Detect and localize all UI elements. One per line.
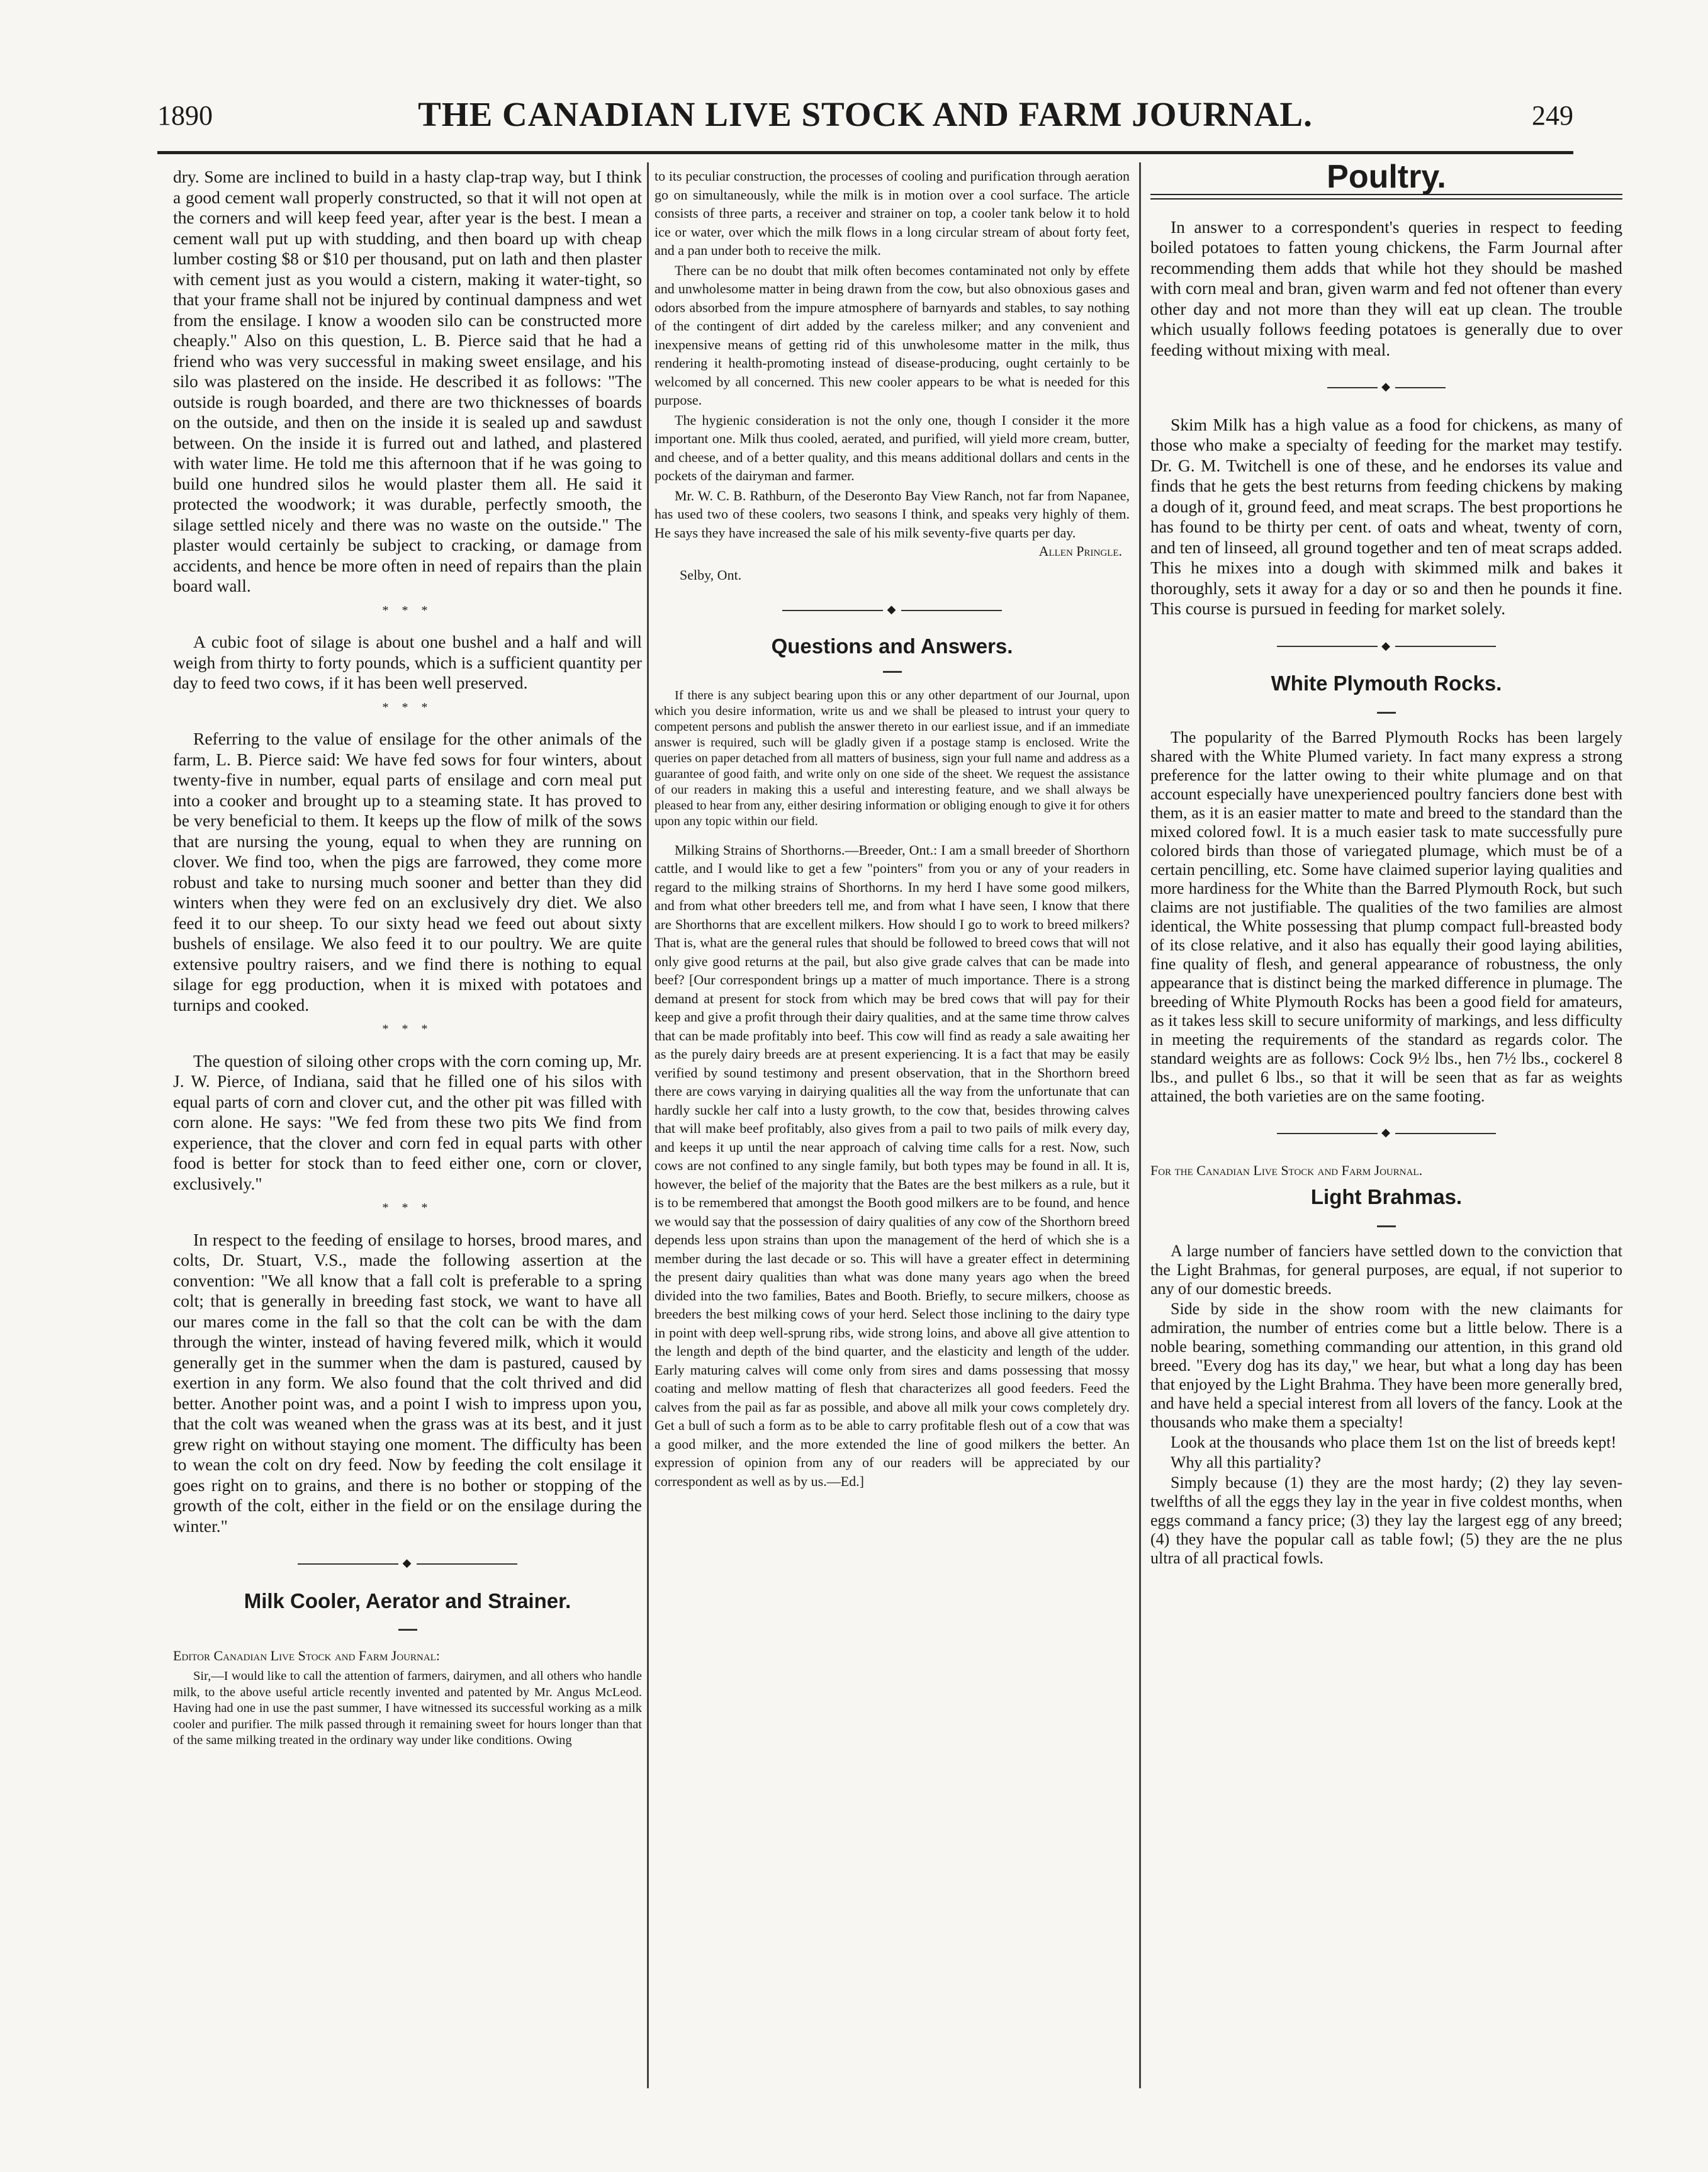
separator-ornament: ◆ [1150,1122,1622,1143]
place-line: Selby, Ont. [680,566,742,583]
separator-ornament: ◆ [1150,376,1622,397]
paragraph: dry. Some are inclined to build in a hasty clap-trap way, but I think a good cement wall properly constructed, so that it will not open at the corners and will keep feed year, after year is the best. I mean a cement wall put up with studding, and then board up with cheap lumber costing $8 or $10 per thousand, put on lath and then plaster with cement just as you would a cistern, making it water-tight, so that your frame shall not be injured by continual dampness and wet from the ensilage. I know a wooden silo can be constructed more cheaply." Also on this question, L. B. Pierce said that he had a friend who was very successful in making sweet ensilage, and his silo was plastered on the inside. He described it as follows: "The outside is rough boarded, and there are two thicknesses of boards on the outside, and then on the inside it is sealed up and sawdust between. On the inside it is furred out and lathed, and plastered with water lime. He told me this afternoon that if he was going to build one hundred silos he would plaster them all. He said it protected the woodwork; it was durable, perfectly smooth, the silage settled nicely and there was no waste on the outside." The plaster would certainly be subject to cracking, or damage from accidents, and hence be more often in need of repairs than the plain board wall. [173,167,642,595]
title-dash [1150,1212,1622,1232]
paragraph: Simply because (1) they are the most hardy; (2) they lay seven-twelfths of all the eggs they lay in the year in five coldest months, when eggs command a fancy price; (3) they lay the largest egg of any breed; (4) they have the popular call as table fowl; (5) they are the ne plus ultra of all practical fowls. [1150,1473,1622,1567]
title-dash [173,1615,642,1636]
column-3 [1150,159,1622,1568]
paragraph: In respect to the feeding of ensilage to horses, brood mares, and colts, Dr. Stuart, V.S., made the following assertion at the convention: "We all know that a fall colt is preferable to a spring colt; that is generally in breeding fast stock, we want to have all our mares come in the fall so that the colt can be with the dam through the winter, instead of having fevered milk, which it would generally get in the summer when the dam is pastured, caused by exertion in any form. We also found that the colt thrived and did better. Another point was, and a point I wish to impress upon you, that the colt was weaned when the grass was at its best, and it just grew right on without staying one moment. The difficulty has been to wean the colt on dry feed. Now by feeding the colt ensilage it goes right on to grains, and there is no bother or stopping of the growth of the colt, either in the field or on the ensilage during the winter." [173,1229,642,1536]
signature: Allen Pringle. [1038,543,1122,559]
paragraph: Referring to the value of ensilage for the other animals of the farm, L. B. Pierce said: We have fed sows for four winters, about twenty-five in number, equal parts of ensilage and corn meal put into a cooker and brought up to a steaming state. It has proved to be very beneficial to them. It keeps up the flow of milk of the sows that are nursing the young, equal to when they are running on clover. We find too, when the pigs are farrowed, they come more robust and take to nursing much sooner and better than they did winters when they were fed on an exclusively dry diet. We also feed it to our sheep. To our sixty head we feed out about sixty bushels of ensilage. We also feed it to our poultry. We are quite extensive poultry raisers, and we find there is nothing to equal silage for egg production, when it is mixed with potatoes and turnips and cooked. [173,729,642,1015]
byline: Editor Canadian Live Stock and Farm Journal: [173,1647,440,1663]
year: 1890 [157,100,213,131]
journal-title: THE CANADIAN LIVE STOCK AND FARM JOURNAL. [418,95,1313,133]
page-header [157,94,1573,138]
intro-paragraph: If there is any subject bearing upon this or any other department of our Journal, upon which you desire information, write us and we shall be pleased to intrust your query to competent persons and publish the answer thereto in our earliest issue, and if an immediate answer is required, such will be gladly given if a postage stamp is enclosed. Write the queries on paper detached from all matters of business, sign your full name and address as a guarantee of good faith, and write only on one side of the sheet. We request the assistance of our readers in making this a useful and interesting feature, and we shall always be pleased to hear from any, either desiring information or obliging enough to give it for others upon any topic within our field. [655,688,1130,828]
paragraph: Milking Strains of Shorthorns.—Breeder, Ont.: I am a small breeder of Shorthorn cattle, and I would like to get a few "pointers" from you or any of your readers in regard to the milking strains of Shorthorns. In my herd I have some good milkers, and from what other breeders tell me, and from what I have seen, I know that there are Shorthorns that are excellent milkers. How should I go to work to breed milkers? That is, what are the general rules that should be followed to breed cows that will not only give good returns at the pail, but also give grade calves that can be made into beef? [Our correspondent brings up a matter of much importance. There is a strong demand at present for stock from which may be bred cows that will pay for their keep and give a profit through their dairy qualities, and at the same time throw calves that can be made profitably into beef. This cow will find as ready a sale awaiting her as the purely dairy breeds are at present experiencing. It is a fact that may be easily verified by sound testimony and present observation, that in the Shorthorn breed there are cows varying in dairying qualities all the way from the unfortunate that can hardly suckle her calf into a lusty growth, to the cow that, besides throwing calves that will make beef profitably, also gives from a pail to two pails of milk every day, and keeps it up until the near approach of calving time calls for a rest. Now, such cows are not confined to any single family, but both types may be found in all. It is, however, the belief of the majority that the Bates are the best milkers as a rule, but it is to be remembered that amongst the Booth good milkers are to be found, and hence we would say that the possession of dairy qualities of any cow of the Shorthorn breed depends less upon strains than upon the management of the herd of which she is a member during the last decade or so. This will have a greater effect in determining the present dairy qualities than what was done many years ago when the breed divided into the two families, Bates and Booth. Briefly, to secure milkers, choose as breeders the best milking cows of your herd. Select those inclining to the dairy type in point with deep well-sprung ribs, wide strong loins, and above all give attention to the length and depth of the bind quarter, and the elasticity and length of the udder. Early maturing calves will come only from sires and dams possessing that mossy coating and mellow matting of flesh that characterizes all good feeders. Feed the calves from the pail as far as possible, and above all milk your cows completely dry. Get a bull of such a form as to be able to carry profitable flesh out of a cow that was a good milker, and the more extended the line of good milkers the better. An expression of opinion from any of our readers will be appreciated by our correspondent as well as by us.—Ed.] [655,841,1130,1489]
page-number: 249 [1532,100,1573,131]
section-break: * * * [382,1022,433,1036]
paragraph: Side by side in the show room with the new claimants for admiration, the number of entries come but a little below. There is a noble bearing, something commanding our attention, in this grand old breed. "Every dog has its day," we hear, but what a long day has been that enjoyed by the Light Brahma. They have been more generally bred, and have held a special interest from all lovers of the fancy. Look at the thousands who make them a specialty! [1150,1300,1622,1431]
column-2 [655,167,1130,1490]
column-divider-2 [1139,162,1141,2088]
title-dash [655,659,1130,678]
paragraph: Why all this partiality? [1171,1453,1321,1471]
paragraph: The hygienic consideration is not the only one, though I consider it the more important one. Milk thus cooled, aerated, and purified, will yield more cream, butter, and cheese, and of a better quality, and this means additional dollars and cents in the pockets of the dairyman and farmer. [655,412,1130,483]
column-1 [173,167,642,1749]
paragraph: The question of siloing other crops with the corn coming up, Mr. J. W. Pierce, of Indiana, said that he filled one of his silos with equal parts of corn and clover cut, and the other pit was filled with corn alone. He says: "We fed from these two pits We find from experience, that the clover and corn fed in equal parts with other food is better for stock than to feed either one, corn or clover, exclusively." [173,1050,642,1193]
column-divider-1 [647,162,649,2088]
paragraph: Skim Milk has a high value as a food for chickens, as many of those who make a specialty of feeding for the market may testify. Dr. G. M. Twitchell is one of these, and he endorses its value and finds that he gets the best returns from feeding chickens by making a dough of it, ground feed, and meat scraps. The best proportions he has found to be thirty per cent. of oats and wheat, twenty of corn, and ten of linseed, all ground together and ten of meat scraps added. This he mixes into a dough with skimmed milk and bakes it thoroughly, sets it away for a day or so and then he pounds it fine. This course is pursued in feeding for market solely. [1150,414,1622,618]
title-dash [1150,698,1622,719]
separator-ornament: ◆ [655,600,1130,619]
paragraph: In answer to a correspondent's queries in respect to feeding boiled potatoes to fatten young chickens, the Farm Journal after recommending them adds that while hot they should be mashed with corn meal and bran, given warm and fed not oftener than every other day and not more than they will eat up clean. The trouble which usually follows feeding potatoes is generally due to over feeding without mixing with meal. [1150,217,1622,359]
section-break: * * * [382,1201,433,1215]
paragraph: to its peculiar construction, the processes of cooling and purification through aeration go on simultaneously, while the milk is in motion over a cool surface. The article consists of three parts, a receiver and strainer on top, a cooler tank below it to hold ice or water, over which the milk flows in a long circular stream of about forty feet, and a pan under both to receive the milk. [655,168,1130,258]
paragraph: Look at the thousands who place them 1st on the list of breeds kept! [1171,1433,1617,1451]
byline: For the Canadian Live Stock and Farm Journal. [1150,1162,1423,1178]
separator-ornament: ◆ [1150,636,1622,656]
section-title: White Plymouth Rocks. [1271,672,1502,695]
paragraph: The popularity of the Barred Plymouth Rocks has been largely shared with the White Plumed variety. In fact many express a strong preference for the latter owing to their white plumage and on that account especially have unexperienced poultry fanciers done best with them, as it is an easier matter to mate and breed to the standard than the mixed colored fowl. It is a much easier task to mate successfully pure colored birds than those of variegated plumage, which must be of a certain pencilling, etc. Some have claimed superior laying qualities and more hardiness for the White than the Barred Plymouth Rock, but such claims are not justifiable. The qualities of the two families are almost identical, the White possessing that plump compact full-breasted body of its close relative, and it also has equally their good laying abilities, fine quality of flesh, and general appearance of robustness, the only appearance that is distinct being the marked difference in plumage. The breeding of White Plymouth Rocks has been a good field for amateurs, as it takes less skill to secure uniformity of markings, and less difficulty in meeting the requirements of the standard as regards color. The standard weights are as follows: Cock 9½ lbs., hen 7½ lbs., cockerel 8 lbs., and pullet 6 lbs., so that it will be seen that as far as weights attained, the both varieties are on the same footing. [1150,728,1622,1105]
paragraph: Mr. W. C. B. Rathburn, of the Deseronto Bay View Ranch, not far from Napanee, has used two of these coolers, two seasons I think, and speaks very highly of them. He says they have increased the sale of his milk seventy-five quarts per day. [655,487,1130,541]
paragraph: A cubic foot of silage is about one bushel and a half and will weigh from thirty to forty pounds, which is a sufficient quantity per day to feed two cows, if it has been well preserved. [173,632,642,692]
section-title: Poultry. [1327,159,1446,195]
section-break: * * * [382,603,433,617]
paragraph: Sir,—I would like to call the attention of farmers, dairymen, and all others who handle milk, to the above useful article recently invented and patented by Mr. Angus McLeod. Having had one in use the past summer, I have witnessed its successful working as a milk cooler and purifier. The milk passed through it remaining sweet for hours longer than that of the same milking treated in the ordinary way under like conditions. Owing [173,1669,642,1747]
section-title: Questions and Answers. [771,634,1013,658]
paragraph: A large number of fanciers have settled down to the conviction that the Light Brahmas, for general purposes, are equal, if not superior to any of our domestic breeds. [1150,1242,1622,1298]
section-title: Milk Cooler, Aerator and Strainer. [244,1589,571,1612]
paragraph: There can be no doubt that milk often becomes contaminated not only by effete and unwholesome matter in being drawn from the cow, but also obnoxious gases and odors absorbed from the impure atmosphere of barnyards and stables, to say nothing of the contingent of dirt added by the careless milker; and any convenient and inexpensive means of getting rid of this unwholesome matter in the milk, thus rendering it health-promoting instead of disease-producing, ought certainly to be welcomed by all concerned. This new cooler appears to be what is needed for this purpose. [655,262,1130,408]
header-rule [157,151,1573,154]
separator-ornament: ◆ [173,1553,642,1573]
section-title: Light Brahmas. [1310,1185,1463,1208]
section-break: * * * [382,700,433,714]
